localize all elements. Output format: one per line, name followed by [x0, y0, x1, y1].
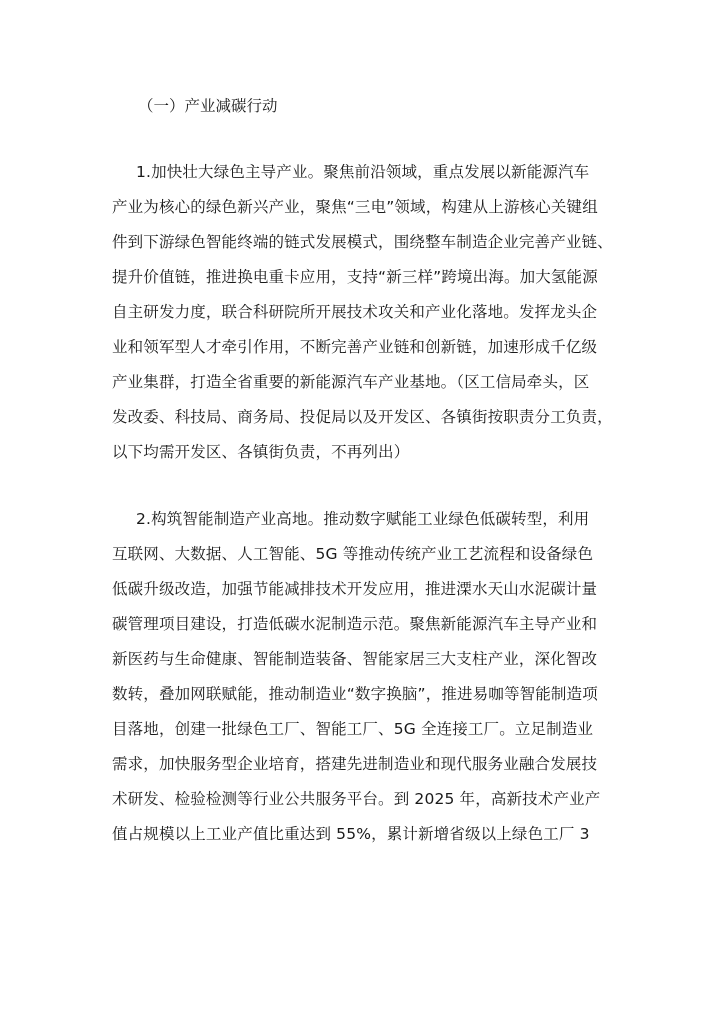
paragraph-line: 业和领军型人才牵引作用，不断完善产业链和创新链，加速形成千亿级 — [112, 338, 598, 356]
paragraph-line: 新医药与生命健康、智能制造装备、智能家居三大支柱产业，深化智改 — [112, 650, 598, 668]
paragraph-line: 术研发、检验检测等行业公共服务平台。到 2025 年，高新技术产业产 — [112, 790, 601, 808]
paragraph-line: 低碳升级改造，加强节能减排技术开发应用，推进溧水天山水泥碳计量 — [112, 580, 598, 598]
paragraph-line: 需求，加快服务型企业培育，搭建先进制造业和现代服务业融合发展技 — [112, 755, 598, 773]
paragraph-line: 提升价值链，推进换电重卡应用，支持“新三样”跨境出海。加大氢能源 — [112, 268, 598, 286]
paragraph-line: 发改委、科技局、商务局、投促局以及开发区、各镇街按职责分工负责， — [112, 408, 613, 426]
section-heading: （一）产业减碳行动 — [138, 97, 278, 115]
paragraph-line: 目落地，创建一批绿色工厂、智能工厂、5G 全连接工厂。立足制造业 — [112, 720, 594, 738]
paragraph-line: 值占规模以上工业产值比重达到 55%，累计新增省级以上绿色工厂 3 — [112, 825, 590, 843]
paragraph-line: 以下均需开发区、各镇街负责，不再列出） — [112, 443, 410, 461]
paragraph-line: 1.加快壮大绿色主导产业。聚焦前沿领域，重点发展以新能源汽车 — [136, 163, 590, 181]
paragraph-line: 产业集群，打造全省重要的新能源汽车产业基地。（区工信局牵头，区 — [112, 373, 590, 391]
paragraph-line: 碳管理项目建设，打造低碳水泥制造示范。聚焦新能源汽车主导产业和 — [112, 615, 598, 633]
paragraph-line: 件到下游绿色智能终端的链式发展模式，围绕整车制造企业完善产业链、 — [112, 233, 613, 251]
paragraph-line: 数转，叠加网联赋能，推动制造业“数字换脑”，推进易咖等智能制造项 — [112, 685, 598, 703]
paragraph-line: 2.构筑智能制造产业高地。推动数字赋能工业绿色低碳转型，利用 — [136, 510, 590, 528]
paragraph-line: 产业为核心的绿色新兴产业，聚焦“三电”领域，构建从上游核心关键组 — [112, 198, 598, 216]
paragraph-line: 自主研发力度，联合科研院所开展技术攻关和产业化落地。发挥龙头企 — [112, 303, 598, 321]
paragraph-line: 互联网、大数据、人工智能、5G 等推动传统产业工艺流程和设备绿色 — [112, 545, 594, 563]
